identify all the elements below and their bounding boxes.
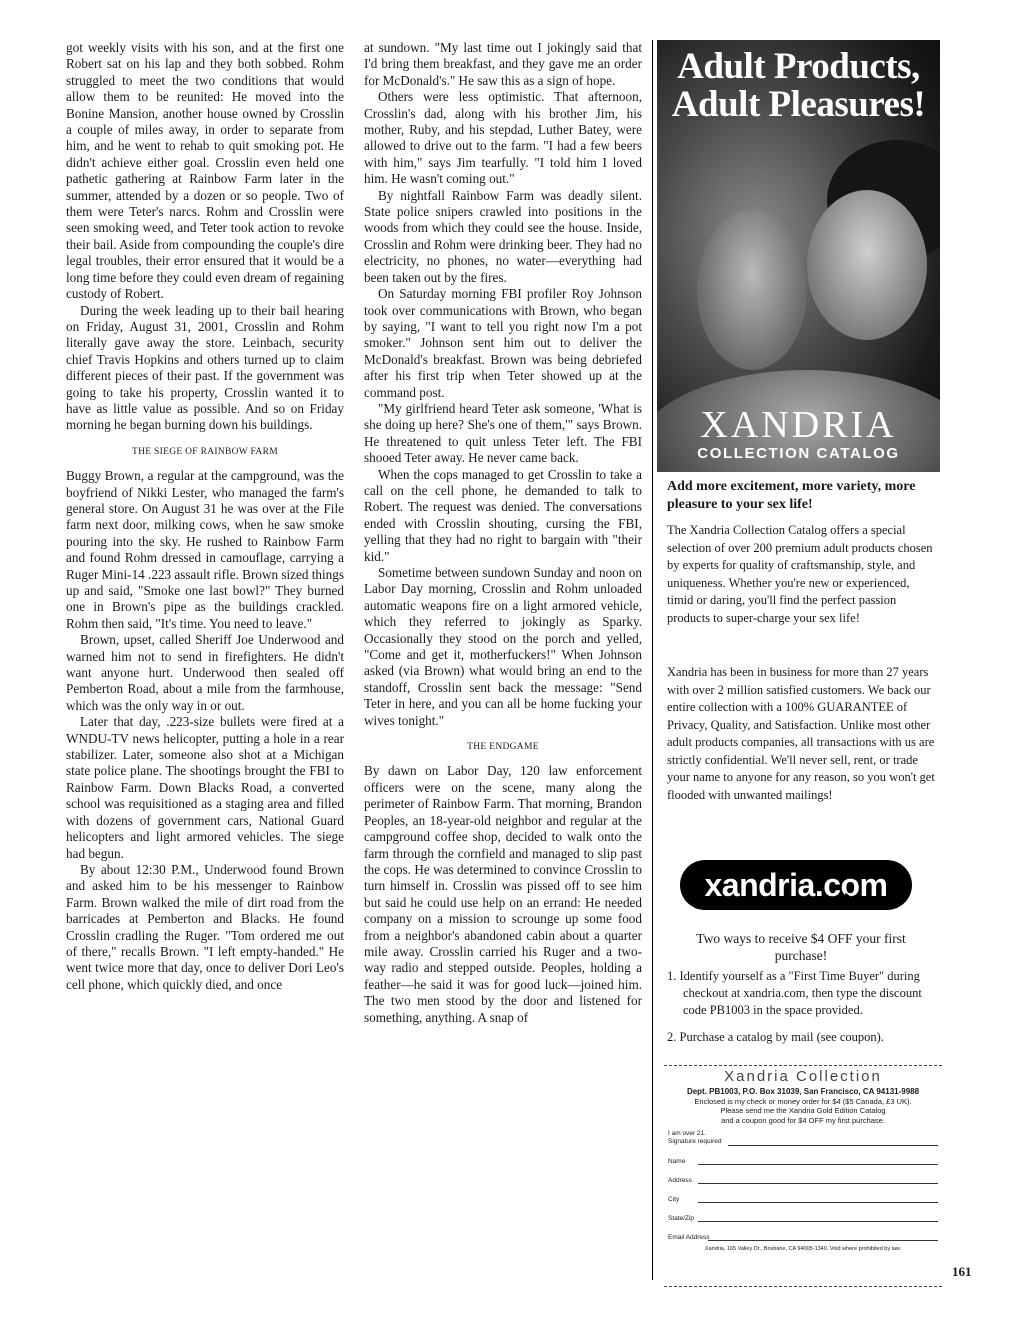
email-field[interactable] [668,1225,938,1244]
ad-brand [657,405,940,462]
brand-name: XANDRIA [700,404,897,446]
field-label: State/Zip [668,1215,695,1222]
paragraph: On Saturday morning FBI profiler Roy Johnson took over communications with Brown, who began by saying, "I want to tell you right now I'm a pot smoker." Johnson sent him out to deliver the McDonald's breakfast. Brown was being debriefed after his first trip when Teter showed up at the command post. [364,286,642,400]
offer-heading: Two ways to receive $4 OFF your first purchase! [696,931,906,963]
age-label: I am over 21. [668,1130,706,1137]
paragraph: got weekly visits with his son, and at the first one Robert sat on his lap and they both sobbed. Rohm struggled to meet the two conditions that would allow them to be reunited: He moved into the Bonine Mansion, another house owned by Crosslin a couple of miles away, in order to separate from him, and he went to rehab to quit smoking pot. He didn't achieve either goal. Crosslin even held one pathetic gathering at Rainbow Farm later in the summer, attended by a dozen or so people. Two of them were Teter's narcs. Rohm and Crosslin were seen smoking weed, and Teter took action to revoke their bail. Aside from compounding the couple's dire legal troubles, their error ensured that it would be a long time before they could even dream of regaining custody of Robert. [66,40,344,302]
field-label: City [668,1196,680,1203]
address-field[interactable] [668,1168,938,1187]
offer-step: 2. Purchase a catalog by mail (see coupon). [667,1030,884,1044]
ad-paragraph-text: Xandria has been in business for more than 27 years with over 2 million satisfied customers. We back our entire collection with a 100% GUARANTEE of Privacy, Quality, and Satisfaction. Unlike most other adult products companies, all transactions with us are strictly confidential. We'll never sell, rent, or trade your name to anyone for any reason, so you won't get flooded with unwanted mailings! [667,665,935,802]
paragraph: Others were less optimistic. That afternoon, Crosslin's dad, along with his brother Jim, his mother, Ruby, and his stepdad, Luther Batey, were allowed to drive out to the farm. "I had a few beers with him," says Jim tearfully. "I told him I loved him. He wasn't coming out." [364,89,642,187]
ad-paragraph-text: The Xandria Collection Catalog offers a special selection of over 200 premium adult products chosen by experts for quality of craftsmanship, style, and uniqueness. Whether you're new or experienced, timid or daring, you'll find the perfect passion products to super-charge your sex life! [667,523,933,625]
signature-label: Signature required [668,1138,722,1145]
city-field[interactable] [668,1187,938,1206]
ad-tagline: Add more excitement, more variety, more pleasure to your sex life! [667,479,916,512]
paragraph: By dawn on Labor Day, 120 law enforcement officers were on the scene, many along the perimeter of Rainbow Farm. That morning, Brandon Peoples, an 18-year-old neighbor and regular at the campground coffee shop, decided to walk onto the farm through the cornfield and managed to slip past the cops. He was determined to convince Crosslin to turn himself in. Crosslin was pissed off to see him but said he could use help on an errand: He needed company on a mission to scrounge up some food from a neighbor's abandoned cabin about a quarter mile away. Crosslin carried his Ruger and a two-way radio and stepped outside. Peoples, holding a feather—he said it was for good luck—joined him. The two men stood by the door and listened for something, anything. A snap of [364,763,642,1025]
state-zip-field[interactable] [668,1206,938,1225]
paragraph: Sometime between sundown Sunday and noon on Labor Day morning, Crosslin and Rohm unloaded automatic weapons fire on a light armored vehicle, which they referred to jokingly as Sparky. Occasionally they stood on the porch and yelled, "Come and get it, motherfuckers!" When Johnson asked (via Brown) what would bring an end to the standoff, Crosslin sent back the message: "Send Teter in here, and you can all be home fucking your wives tonight." [364,565,642,728]
ad-divider [652,40,653,1280]
coupon-footer: Xandria, 165 Valley Dr., Brisbane, CA 94005-1340. Void where prohibited by law. [704,1246,902,1252]
coupon-text: and a coupon good for $4 OFF my first purchase. [721,1115,885,1125]
name-field[interactable] [668,1149,938,1168]
headline-line: Adult Pleasures! [671,84,926,125]
offer-step: 1. Identify yourself as a "First Time Buyer" during checkout at xandria.com, then type the discount code PB1003 in the space provided. [667,969,922,1017]
paragraph: at sundown. "My last time out I jokingly said that I'd bring them breakfast, and they gave me an order for McDonald's." He saw this as a sign of hope. [364,40,642,88]
offer-steps [667,968,939,1056]
headline-line: Adult Products, [677,46,920,87]
section-heading: THE SIEGE OF RAINBOW FARM [132,446,278,457]
ad-paragraph [667,664,939,804]
website-link[interactable]: xandria.com [680,860,912,910]
paragraph: By about 12:30 P.M., Underwood found Brown and asked him to be his messenger to Rainbow Farm. Brown walked the mile of dirt road from the barricades at Pemberton and Blacks. He found Crosslin cradling the Ruger. "Tom ordered me out of there," recalls Brown. "I left empty-handed." He went twice more that day, once to deliver Dori Leo's cell phone, which quickly died, and once [66,861,344,992]
paragraph: During the week leading up to their bail hearing on Friday, August 31, 2001, Crosslin and Rohm literally gave away the store. Leinbach, security chief Travis Hopkins and others turned up to claim different pieces of their past. If the government was going to take his property, Crosslin wanted it to have as little value as possible. And so on Friday morning he began burning down his buildings. [66,302,344,433]
page-number: 161 [952,1264,972,1279]
mail-coupon [664,1065,942,1287]
section-heading: THE ENDGAME [467,742,539,753]
article-column-2 [364,40,642,1026]
field-label [668,1130,721,1146]
paragraph: When the cops managed to get Crosslin to take a call on the cell phone, he demanded to talk to Robert. The request was denied. The conversations ended with Crosslin shouting, cursing the FBI, yelling that they had no right to bargain with "their kid." [364,466,642,564]
paragraph: By nightfall Rainbow Farm was deadly silent. State police snipers crawled into positions in the woods from which they could see the house. Inside, Crosslin and Rohm were drinking beer. They had no electricity, no phones, no water—everything had been taken out by the fires. [364,187,642,285]
coupon-title: Xandria Collection [724,1068,882,1085]
photo-shape [807,190,927,340]
paragraph: Brown, upset, called Sheriff Joe Underwood and warned him not to send in firefighters. He didn't want anyone hurt. Underwood then sealed off Pemberton Road, about a mile from the farmhouse, which was the only way in or out. [66,632,344,713]
coupon-text: Please send me the Xandria Gold Edition Catalog [720,1106,886,1115]
ad-paragraph [667,522,939,627]
field-label: Email Address [668,1234,710,1241]
paragraph: Later that day, .223-size bullets were fired at a WNDU-TV news helicopter, putting a hole in a rear stabilizer. Later, someone also shot at a Michigan state police plane. The shootings brought the FBI to Rainbow Farm. Down Blacks Road, a converted school was requisitioned as a staging area and filled with dozens of government cars, National Guard helicopters and light armored vehicles. The siege had begun. [66,714,344,861]
ad-photo [657,40,940,472]
coupon-text: Enclosed is my check or money order for $4 ($5 Canada, £3 UK). [694,1096,912,1106]
field-label: Address [668,1177,692,1184]
paragraph: Buggy Brown, a regular at the campground, was the boyfriend of Nikki Lester, who managed the farm's general store. On August 31 he was over at the File farm next door, milking cows, when he saw smoke pouring into the sky. He rushed to Rainbow Farm and found Rohm dressed in camouflage, carrying a Ruger Mini-14 .223 assault rifle. Brown sized things up and said, "Smoke one last bowl?" They burned one in Brown's pipe as the buildings crackled. Rohm then said, "It's time. You need to leave." [66,468,344,631]
field-label: Name [668,1158,686,1165]
coupon-address [664,1087,942,1125]
paragraph: "My girlfriend heard Teter ask someone, 'What is she doing up here? She's one of them,'" says Brown. He threatened to quit unless Teter left. The FBI shooed Teter away. He never came back. [364,400,642,466]
brand-subtitle: COLLECTION CATALOG [697,445,900,462]
signature-field[interactable] [668,1125,938,1149]
photo-shape [697,210,807,370]
article-column-1 [66,40,344,993]
coupon-dept: Dept. PB1003, P.O. Box 31039, San Francisco, CA 94131-9988 [686,1087,920,1096]
ad-headline [657,40,940,124]
